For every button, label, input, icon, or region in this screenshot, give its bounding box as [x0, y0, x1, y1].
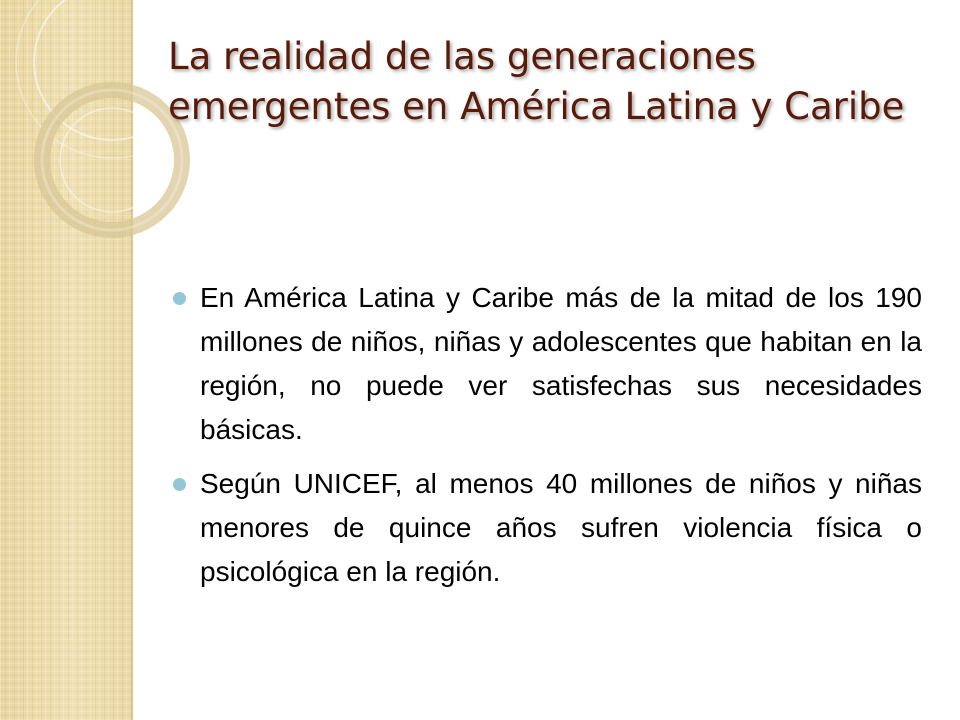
list-item [170, 276, 922, 452]
bullet-text: En América Latina y Caribe más de la mitad de los 190 millones de niños, niñas y adolescentes que habitan en la región, no puede ver satisfechas sus necesidades básicas. [200, 282, 922, 445]
slide-title: La realidad de las generaciones emergentes en América Latina y Caribe [168, 35, 905, 128]
filled-circle-bullet-icon [173, 292, 186, 305]
bullet-text: Según UNICEF, al menos 40 millones de niños y niñas menores de quince años sufren violencia física o psicológica en la región. [200, 468, 922, 587]
list-item [170, 462, 922, 594]
textured-side-band [0, 0, 133, 720]
side-band-edge [131, 0, 134, 720]
filled-circle-bullet-icon [173, 478, 186, 491]
bullet-list [170, 276, 922, 604]
